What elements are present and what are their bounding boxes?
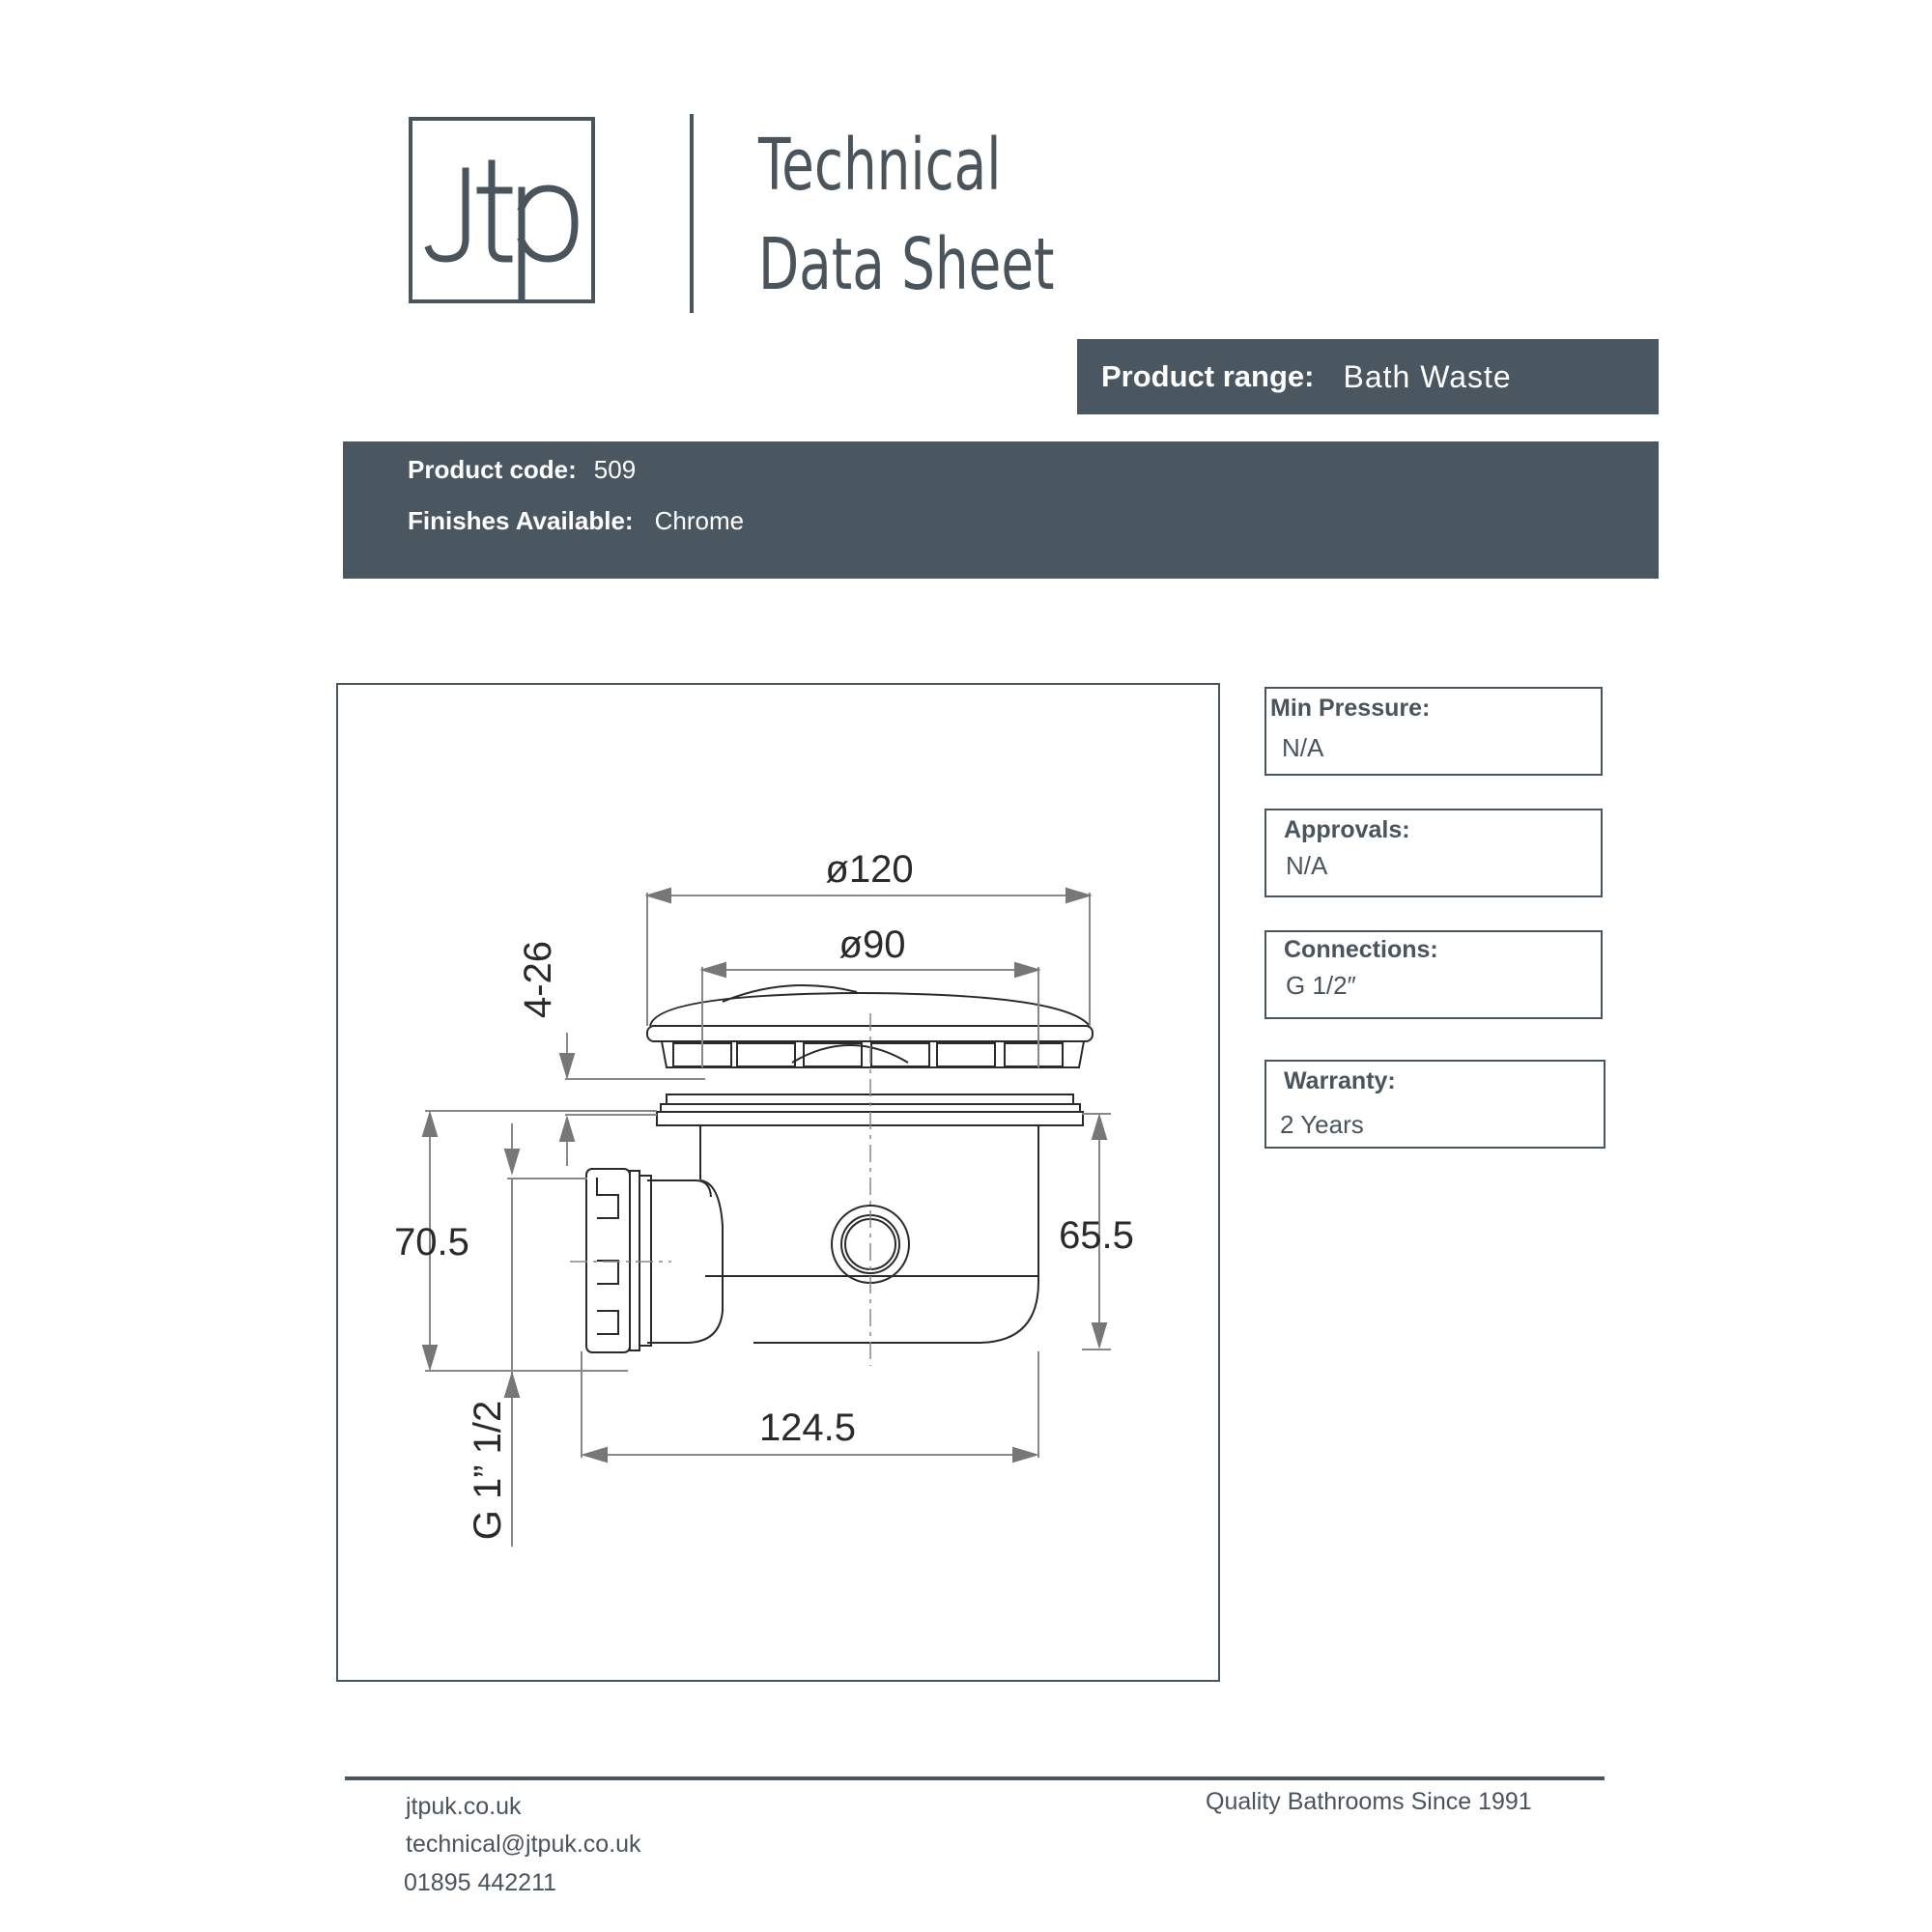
spec-warranty-label: Warranty: <box>1284 1067 1396 1094</box>
dim-thread: G 1” 1/2 <box>467 1400 509 1541</box>
product-code-row <box>408 455 636 485</box>
technical-drawing <box>336 683 1220 1682</box>
spec-min-pressure <box>1264 687 1603 776</box>
finishes-value: Chrome <box>654 506 745 535</box>
spec-warranty-value: 2 Years <box>1280 1110 1364 1139</box>
product-range-value: Bath Waste <box>1343 358 1512 394</box>
spec-connections <box>1264 930 1603 1019</box>
product-code-value: 509 <box>593 455 637 484</box>
spec-connections-label: Connections: <box>1284 936 1438 963</box>
header-divider <box>690 114 694 313</box>
title-data-sheet: Data Sheet <box>758 223 1055 306</box>
dim-inner-diameter: ø90 <box>838 923 906 966</box>
finishes-row <box>408 506 744 536</box>
spec-warranty <box>1264 1060 1605 1149</box>
footer-website[interactable]: jtpuk.co.uk <box>406 1793 522 1820</box>
dim-width: 124.5 <box>758 1406 857 1449</box>
footer-email[interactable]: technical@jtpuk.co.uk <box>406 1831 641 1858</box>
dim-height-adjust: 4-26 <box>517 940 559 1019</box>
product-info-bar <box>343 441 1659 579</box>
jtp-logo-mark <box>412 121 599 307</box>
jtp-logo <box>409 117 595 303</box>
product-range-bar <box>1077 339 1659 414</box>
spec-approvals-label: Approvals: <box>1284 816 1410 843</box>
dim-right-height: 65.5 <box>1059 1214 1134 1257</box>
spec-min-pressure-label: Min Pressure: <box>1270 695 1431 722</box>
footer-rule <box>345 1776 1605 1780</box>
waste-outline <box>586 985 1093 1352</box>
title-technical: Technical <box>758 124 1002 207</box>
dim-left-height: 70.5 <box>394 1221 469 1264</box>
bath-waste-drawing <box>338 685 1222 1684</box>
spec-approvals-value: N/A <box>1286 851 1328 880</box>
dim-outer-diameter: ø120 <box>825 848 914 891</box>
spec-min-pressure-value: N/A <box>1282 733 1324 762</box>
footer-phone: 01895 442211 <box>404 1869 557 1896</box>
finishes-label: Finishes Available: <box>408 506 634 535</box>
spec-connections-value: G 1/2″ <box>1286 971 1356 1000</box>
spec-approvals <box>1264 809 1603 897</box>
footer-tagline: Quality Bathrooms Since 1991 <box>1206 1788 1532 1815</box>
product-range-label: Product range: <box>1101 359 1315 393</box>
product-code-label: Product code: <box>408 455 577 484</box>
